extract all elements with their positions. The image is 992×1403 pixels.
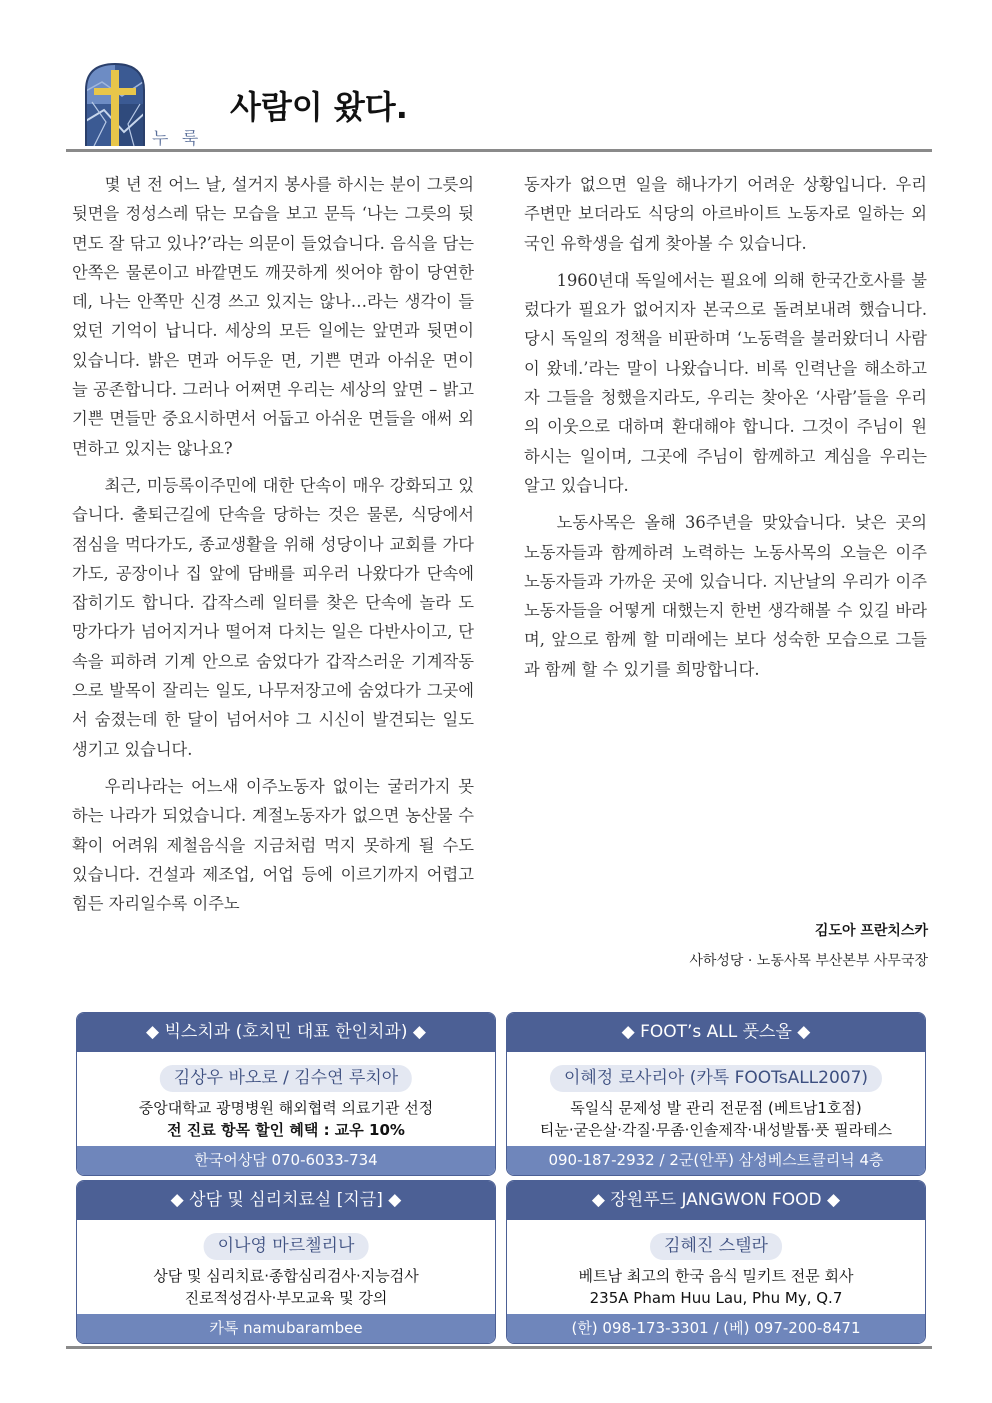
ad-description: 전 진료 항목 할인 혜택 : 교우 10% — [167, 1121, 405, 1139]
paragraph: 최근, 미등록이주민에 대한 단속이 매우 강화되고 있습니다. 출퇴근길에 단속을 당하는 것은 물론, 식당에서 점심을 먹다가도, 종교생활을 위해 성당이나 교회를 가다가도, 공장이나 집 앞에 담배를 피우러 나왔다가 단속에 잡히기도 합니다. 갑작스레 일터를 찾은 단속에 놀라 도망가다가 넘어지거나 떨어져 다치는 일은 다반사이고, 단속을 피하려 기계 안으로 숨었다가 갑작스러운 기계작동으로 발목이 잘리는 일도, 나무저장고에 숨었다가 그곳에서 숨졌는데 한 달이 넘어서야 그 시신이 발견되는 일도 생기고 있습니다. — [72, 475, 474, 759]
ad-description: 중앙대학교 광명병원 해외협력 의료기관 선정 — [138, 1099, 434, 1117]
ad-contact-info: (한) 098-173-3301 / (베) 097-200-8471 — [507, 1314, 925, 1343]
bottom-divider — [66, 1346, 932, 1349]
ad-description: 티눈·굳은살·각질·무좀·인솔제작·내성발톱·풋 필라테스 — [539, 1121, 893, 1139]
author-name: 김도아 프란치스카 — [814, 923, 928, 939]
paragraph: 몇 년 전 어느 날, 설거지 봉사를 하시는 분이 그릇의 뒷면을 정성스레 닦는 모습을 보고 문득 ‘나는 그릇의 뒷면도 잘 닦고 있나?’라는 의문이 들었습니다. 음식을 담는 안쪽은 물론이고 바깥면도 깨끗하게 씻어야 함이 당연한데, 나는 안쪽만 신경 쓰고 있지는 않나…라는 생각이 들었던 기억이 납니다. 세상의 모든 일에는 앞면과 뒷면이 있습니다. 밝은 면과 어두운 면, 기쁜 면과 아쉬운 면이 늘 공존합니다. 그러나 어쩌면 우리는 세상의 앞면 – 밝고 기쁜 면들만 중요시하면서 어둡고 아쉬운 면들을 애써 외면하고 있지는 않나요? — [72, 175, 474, 458]
paragraph: 노동사목은 올해 36주년을 맞았습니다. 낮은 곳의 노동자들과 함께하려 노력하는 노동사목의 오늘은 이주노동자들과 가까운 곳에 있습니다. 지난날의 우리가 이주노동자들을 어떻게 대했는지 한번 생각해볼 수 있길 바라며, 앞으로 함께 할 미래에는 보다 성숙한 모습으로 그들과 함께 할 수 있기를 희망합니다. — [524, 513, 927, 679]
paragraph: 우리나라는 어느새 이주노동자 없이는 굴러가지 못하는 나라가 되었습니다. 계절노동자가 없으면 농산물 수확이 어려워 제철음식을 지금처럼 먹지 못하게 될 수도 있습니다. 건설과 제조업, 어업 등에 이르기까지 어렵고 힘든 자리일수록 이주노 — [72, 776, 474, 914]
ad-contact-name: 김상우 바오로 / 김수연 루치아 — [160, 1065, 412, 1092]
ad-contact-name: 김혜진 스텔라 — [650, 1233, 782, 1260]
ad-contact-name: 이나영 마르첼리나 — [204, 1233, 369, 1260]
ad-header: ◆ 빅스치과 (호치민 대표 한인치과) ◆ — [77, 1013, 495, 1052]
ad-description: 베트남 최고의 한국 음식 밀키트 전문 회사 — [578, 1267, 854, 1285]
ad-description: 진로적성검사·부모교육 및 강의 — [184, 1289, 388, 1307]
ad-contact-info: 090-187-2932 / 2군(안푸) 삼성베스트클리닉 4층 — [507, 1146, 925, 1175]
article-left-column — [72, 170, 474, 926]
ad-box-foots-all — [506, 1012, 926, 1176]
ad-header: ◆ FOOT’s ALL 풋스올 ◆ — [507, 1013, 925, 1052]
ad-box-jangwon-food — [506, 1180, 926, 1344]
ad-header: ◆ 장원푸드 JANGWON FOOD ◆ — [507, 1181, 925, 1220]
author-signature — [689, 920, 928, 970]
ad-box-counseling — [76, 1180, 496, 1344]
paragraph-continuation: 동자가 없으면 일을 해나가기 어려운 상황입니다. 우리 주변만 보더라도 식당의 아르바이트 노동자로 일하는 외국인 유학생을 쉽게 찾아볼 수 있습니다. — [524, 175, 927, 253]
column-label: 누 룩 — [152, 129, 203, 149]
stained-glass-cross-logo — [84, 62, 146, 146]
article-right-column — [524, 170, 927, 692]
ad-description: 독일식 문제성 발 관리 전문점 (베트남1호점) — [570, 1099, 862, 1117]
page-title: 사람이 왔다. — [230, 88, 408, 126]
ad-box-bixs-dental — [76, 1012, 496, 1176]
ad-description: 상담 및 심리치료·종합심리검사·지능검사 — [153, 1267, 419, 1285]
ad-header: ◆ 상담 및 심리치료실 [지금] ◆ — [77, 1181, 495, 1220]
ad-contact-name: 이혜정 로사리아 (카톡 FOOTsALL2007) — [550, 1065, 882, 1092]
ad-contact-info: 한국어상담 070-6033-734 — [77, 1146, 495, 1175]
author-role: 사하성당 · 노동사목 부산본부 사무국장 — [689, 953, 928, 969]
ad-description: 235A Pham Huu Lau, Phu My, Q.7 — [589, 1289, 843, 1307]
paragraph: 1960년대 독일에서는 필요에 의해 한국간호사를 불렀다가 필요가 없어지자 본국으로 돌려보내려 했습니다. 당시 독일의 정책을 비판하며 ‘노동력을 불러왔더니 사람이 왔네.’라는 말이 나왔습니다. 비록 인력난을 해소하고자 그들을 청했을지라도, 우리는 찾아온 ‘사람’들을 우리의 이웃으로 대하며 환대해야 합니다. 그것이 주님이 원하시는 일이며, 그곳에 주님이 함께하고 계심을 우리는 알고 있습니다. — [524, 270, 927, 495]
ad-contact-info: 카톡 namubarambee — [77, 1314, 495, 1343]
top-divider — [66, 149, 932, 152]
